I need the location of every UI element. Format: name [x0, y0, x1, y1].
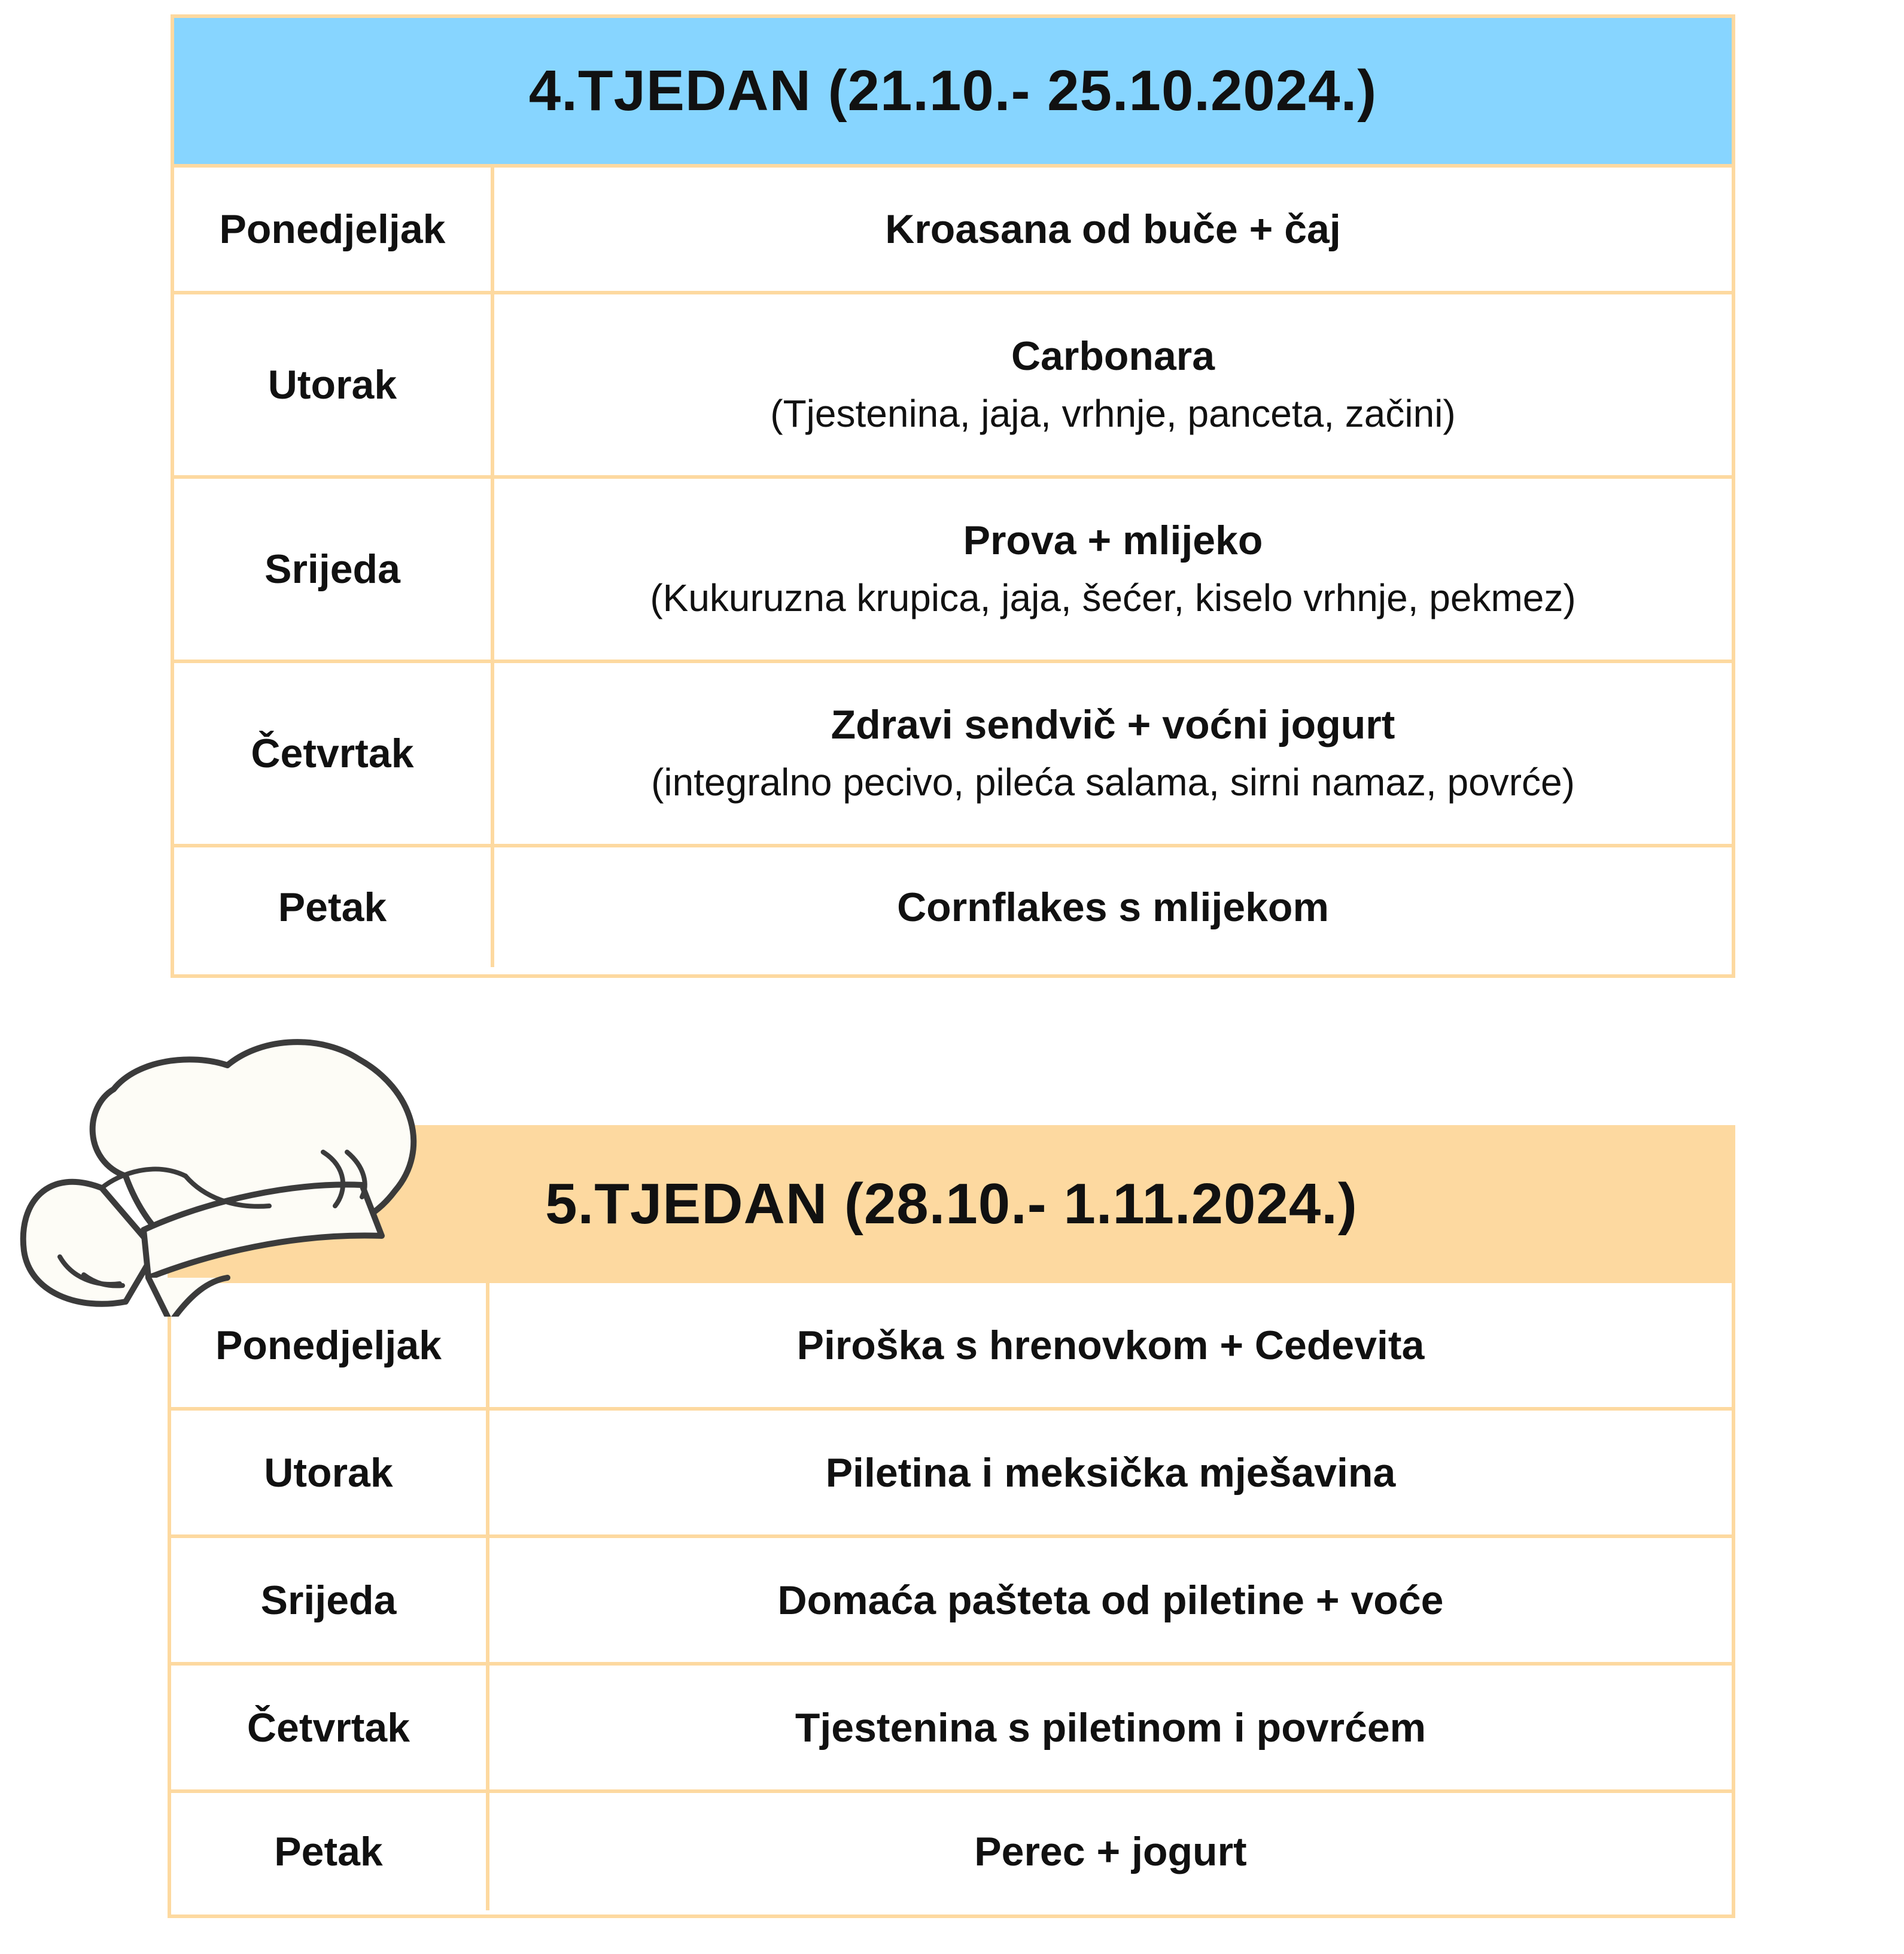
- table-row: [174, 168, 1732, 294]
- week-4-table: [171, 14, 1735, 978]
- table-row: [171, 1411, 1732, 1538]
- meal-cell: [489, 1411, 1732, 1534]
- day-label: Ponedjeljak: [171, 1283, 489, 1407]
- table-row: [171, 1538, 1732, 1666]
- meal-ingredients: (Tjestenina, jaja, vrhnje, panceta, začini): [770, 392, 1456, 435]
- meal-title: Piletina i meksička mješavina: [825, 1449, 1396, 1496]
- meal-ingredients: (Kukuruzna krupica, jaja, šećer, kiselo vrhnje, pekmez): [650, 576, 1576, 619]
- day-label: Srijeda: [171, 1538, 489, 1662]
- meal-cell: [489, 1793, 1732, 1910]
- chef-hat-icon: [12, 970, 443, 1317]
- meal-title: Carbonara: [1011, 333, 1215, 379]
- meal-cell: [494, 663, 1732, 844]
- meal-title: Domaća pašteta od piletine + voće: [777, 1577, 1444, 1623]
- meal-title: Perec + jogurt: [974, 1829, 1247, 1874]
- meal-title: Kroasana od buče + čaj: [885, 206, 1341, 252]
- table-row: [174, 479, 1732, 663]
- day-label: Četvrtak: [174, 663, 494, 844]
- day-label: Petak: [171, 1793, 489, 1910]
- day-label: Srijeda: [174, 479, 494, 660]
- day-label: Utorak: [174, 294, 494, 475]
- meal-title: Prova + mlijeko: [963, 518, 1263, 563]
- table-row: [174, 294, 1732, 479]
- table-row: [171, 1666, 1732, 1793]
- meal-cell: [494, 847, 1732, 967]
- meal-cell: [494, 294, 1732, 475]
- meal-title: Zdravi sendvič + voćni jogurt: [831, 702, 1395, 747]
- day-label: Utorak: [171, 1411, 489, 1534]
- table-row: [171, 1793, 1732, 1910]
- meal-cell: [494, 479, 1732, 660]
- table-row: [174, 847, 1732, 967]
- week-5-title: 5.TJEDAN (28.10.- 1.11.2024.): [171, 1129, 1732, 1283]
- day-label: Četvrtak: [171, 1666, 489, 1789]
- meal-cell: [489, 1283, 1732, 1407]
- meal-cell: [489, 1666, 1732, 1789]
- day-label: Ponedjeljak: [174, 168, 494, 291]
- meal-title: Cornflakes s mlijekom: [897, 885, 1329, 930]
- meal-ingredients: (integralno pecivo, pileća salama, sirni namaz, povrće): [651, 761, 1575, 804]
- meal-cell: [489, 1538, 1732, 1662]
- meal-cell: [494, 168, 1732, 291]
- week-4-title: 4.TJEDAN (21.10.- 25.10.2024.): [174, 18, 1732, 168]
- day-label: Petak: [174, 847, 494, 967]
- meal-title: Piroška s hrenovkom + Cedevita: [796, 1322, 1425, 1368]
- meal-title: Tjestenina s piletinom i povrćem: [795, 1704, 1427, 1751]
- table-row: [174, 663, 1732, 847]
